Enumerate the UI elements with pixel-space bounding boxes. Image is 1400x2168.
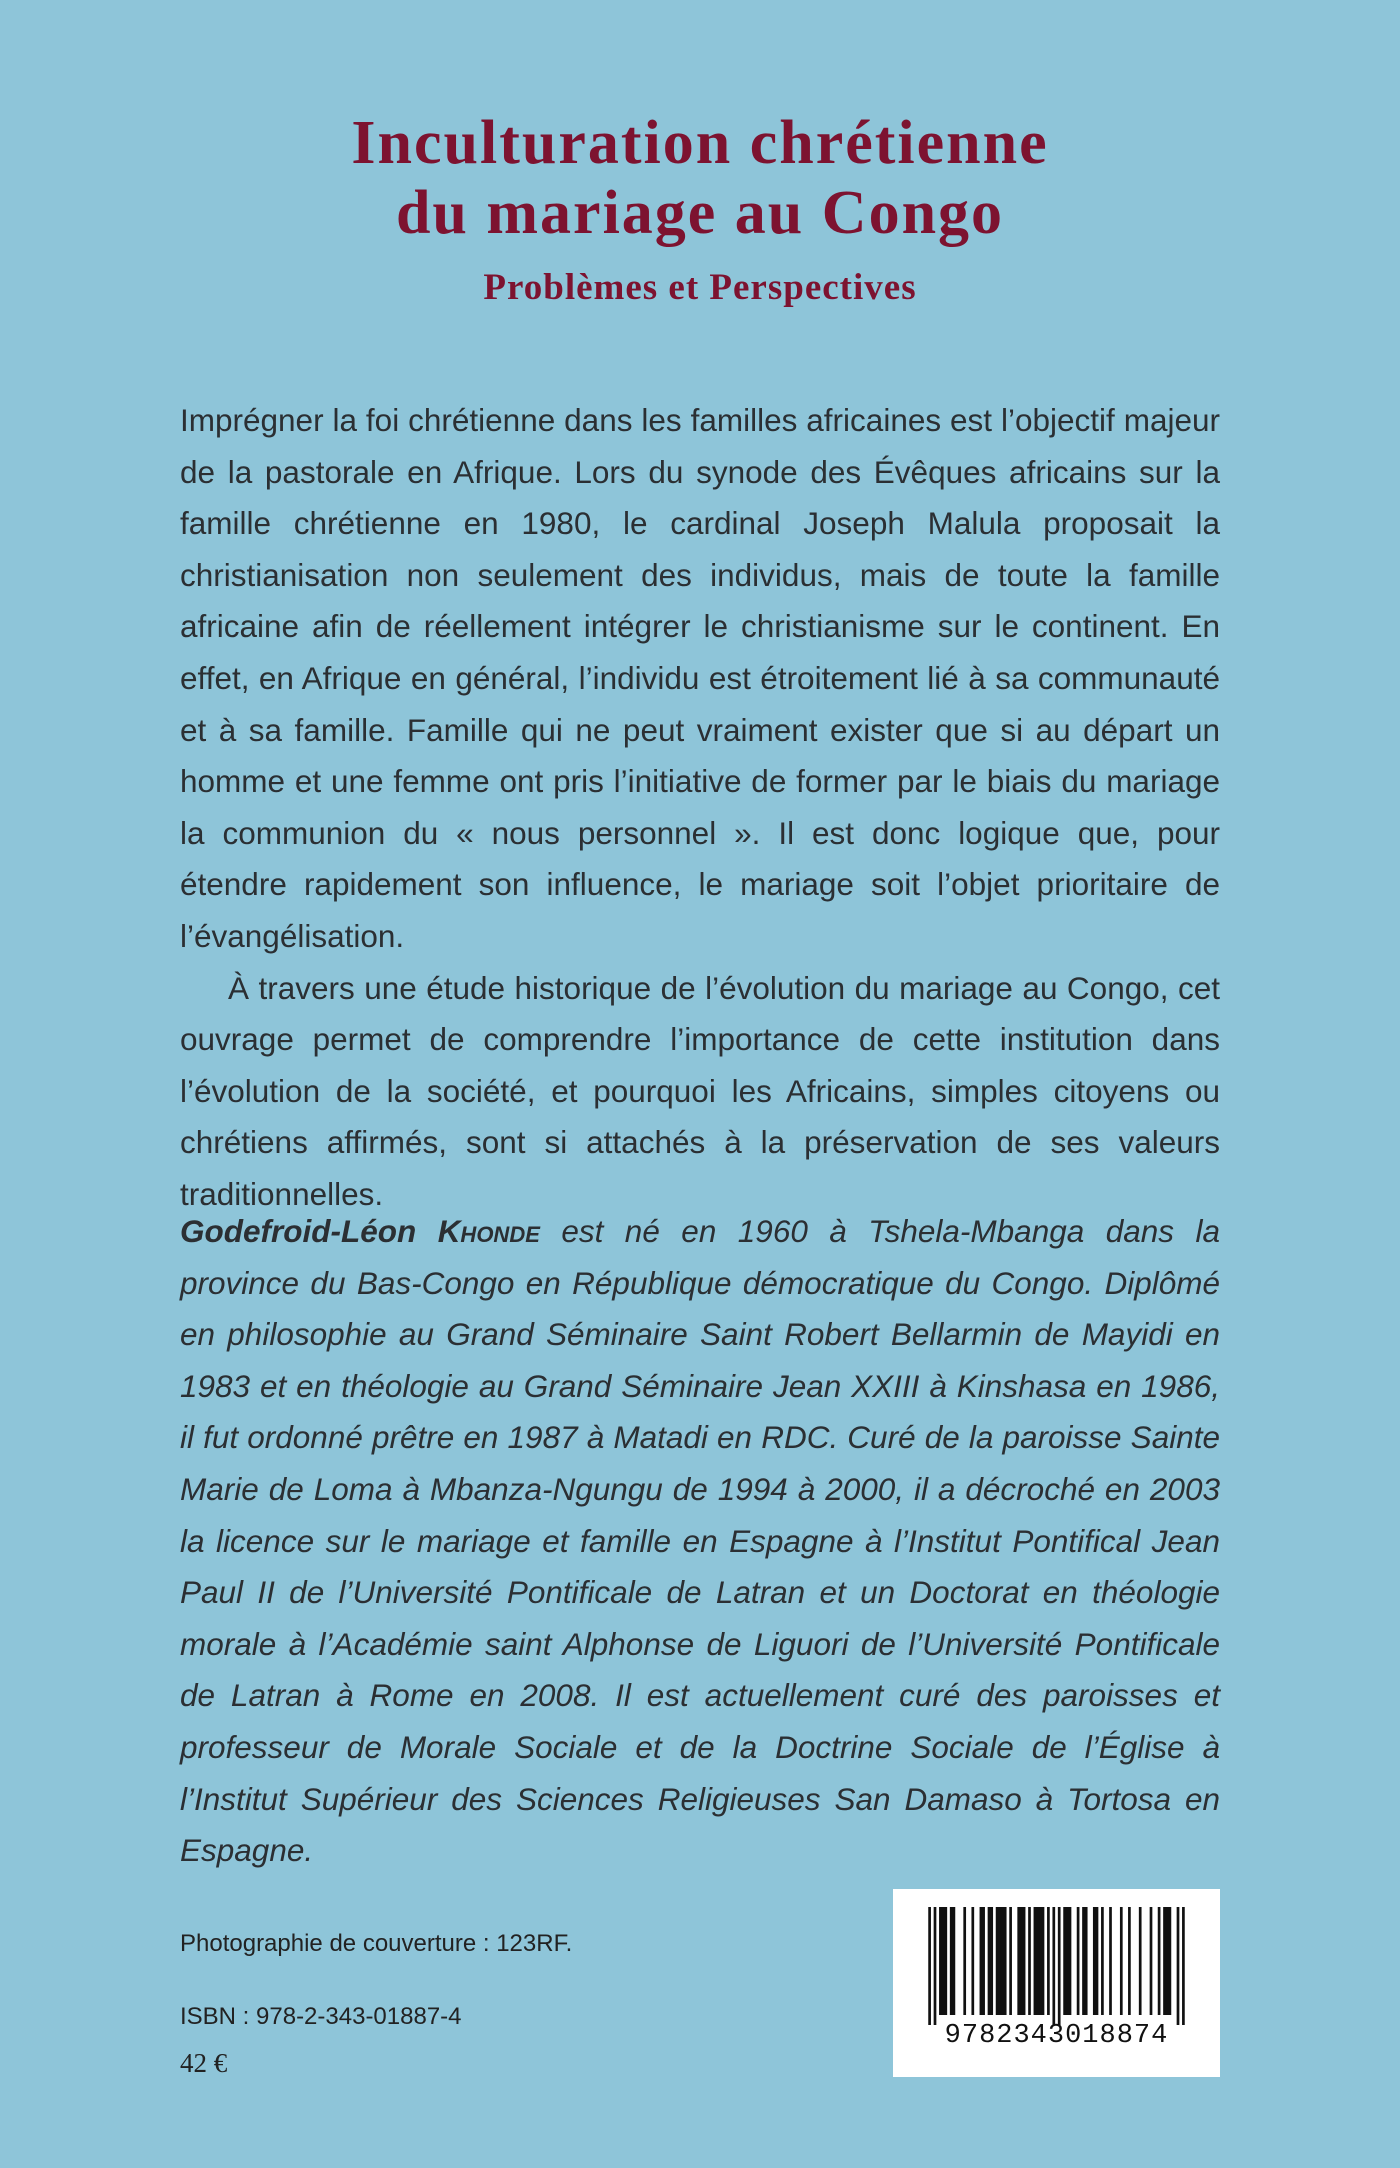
author-biography bbox=[180, 1206, 1220, 1877]
barcode-bar-22 bbox=[1120, 1907, 1123, 2015]
barcode-bar-12 bbox=[1034, 1907, 1045, 2015]
barcode-bar-27 bbox=[1163, 1907, 1171, 2015]
barcode-bar-8 bbox=[996, 1907, 1007, 2015]
barcode-bar-9 bbox=[1009, 1907, 1012, 2015]
barcode-bar-26 bbox=[1158, 1907, 1161, 2015]
barcode-bar-28 bbox=[1177, 1907, 1180, 2025]
book-title-line-2: du mariage au Congo bbox=[395, 179, 1005, 247]
barcode-bar-10 bbox=[1017, 1907, 1025, 2015]
barcode-bar-2 bbox=[939, 1907, 947, 2015]
barcode-bar-21 bbox=[1109, 1907, 1112, 2015]
author-first-name: Godefroid-Léon bbox=[180, 1213, 417, 1249]
book-subtitle: Problèmes et Perspectives bbox=[483, 267, 917, 308]
author-bio-text: est né en 1960 à Tshela-Mbanga dans la province du Bas-Congo en République démocratique du Congo. Diplômé en philosophie au Grand Séminaire Saint Robert Bellarmin de Mayidi en 1983 et en théologie au Grand Séminaire Jean XXIII à Kinshasa en 1986, il fut ordonné prêtre en 1987 à Matadi en RDC. Curé de la paroisse Sainte Marie de Loma à Mbanza-Ngungu de 1994 à 2000, il a décroché en 2003 la licence sur le mariage et famille en Espagne à l’Institut Pontifical Jean Paul II de l’Université Pontificale de Latran et un Doctorat en théologie morale à l’Académie saint Alphonse de Liguori de l’Université Pontificale de Latran à Rome en 2008. Il est actuellement curé des paroisses et professeur de Morale Sociale et de la Doctrine Sociale de l’Église à l’Institut Supérieur des Sciences Religieuses San Damaso à Tortosa en Espagne. bbox=[180, 1213, 1220, 1869]
barcode-bar-24 bbox=[1139, 1907, 1142, 2015]
barcode-bar-4 bbox=[963, 1907, 966, 2015]
book-title-line-1: Inculturation chrétienne bbox=[351, 109, 1049, 177]
price: 42 € bbox=[180, 2048, 228, 2078]
synopsis-paragraph-2: À travers une étude historique de l’évolution du mariage au Congo, cet ouvrage permet de comprendre l’importance de cette institution dans l’évolution de la société, et pourquoi les Africains, simples citoyens ou chrétiens affirmés, sont si attachés à la préservation de ses valeurs traditionnelles. bbox=[180, 969, 1220, 1212]
barcode-bar-15 bbox=[1058, 1907, 1061, 2025]
barcode-bar-13 bbox=[1047, 1907, 1050, 2015]
barcode-bar-19 bbox=[1093, 1907, 1098, 2015]
barcode-bar-14 bbox=[1052, 1907, 1055, 2025]
synopsis-paragraph-1: Imprégner la foi chrétienne dans les familles africaines est l’objectif majeur de la pastorale en Afrique. Lors du synode des Évêques africains sur la famille chrétienne en 1980, le cardinal Joseph Malula proposait la christianisation non seulement des individus, mais de toute la famille africaine afin de réellement intégrer le christianisme sur le continent. En effet, en Afrique en général, l’individu est étroitement lié à sa communauté et à sa famille. Famille qui ne peut vraiment exister que si au départ un homme et une femme ont pris l’initiative de former par le biais du mariage la communion du « nous personnel ». Il est donc logique que, pour étendre rapidement son influence, le mariage soit l’objet prioritaire de l’évangélisation. bbox=[180, 402, 1220, 954]
barcode-digits: 9782343018874 bbox=[944, 2021, 1169, 2051]
isbn: ISBN : 978-2-343-01887-4 bbox=[180, 2003, 462, 2030]
synopsis bbox=[180, 395, 1220, 1221]
barcode-bar-18 bbox=[1082, 1907, 1087, 2015]
barcode-bar-0 bbox=[928, 1907, 931, 2025]
barcode-bar-25 bbox=[1150, 1907, 1153, 2015]
barcode-bar-23 bbox=[1128, 1907, 1131, 2015]
barcode-bar-3 bbox=[950, 1907, 955, 2015]
barcode-bar-20 bbox=[1101, 1907, 1104, 2015]
barcode-bars bbox=[893, 1889, 1220, 2029]
barcode-bar-6 bbox=[980, 1907, 985, 2015]
barcode-bar-16 bbox=[1063, 1907, 1071, 2015]
title-block bbox=[0, 108, 1400, 309]
barcode bbox=[893, 1889, 1220, 2077]
barcode-bar-5 bbox=[971, 1907, 974, 2015]
barcode-bar-7 bbox=[988, 1907, 993, 2015]
barcode-bar-1 bbox=[934, 1907, 937, 2025]
author-last-name: Khonde bbox=[437, 1213, 540, 1249]
barcode-bar-29 bbox=[1182, 1907, 1185, 2025]
barcode-bar-11 bbox=[1028, 1907, 1031, 2015]
photo-credit: Photographie de couverture : 123RF. bbox=[180, 1930, 573, 1957]
barcode-bar-17 bbox=[1077, 1907, 1080, 2015]
